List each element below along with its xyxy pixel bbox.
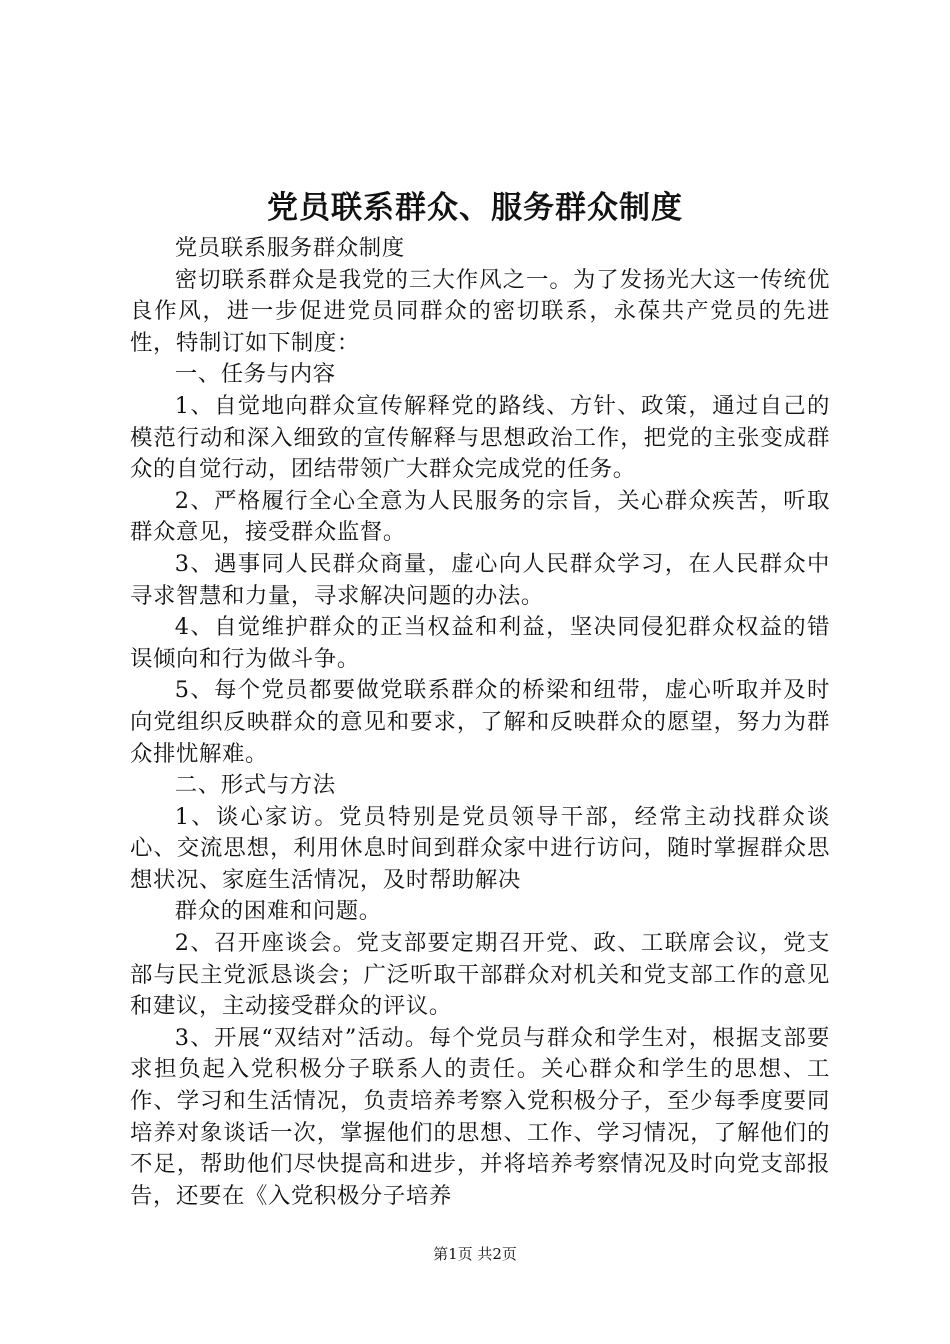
paragraph-task-1: 1、自觉地向群众宣传解释党的路线、方针、政策，通过自己的模范行动和深入细致的宣传解释与思想政治工作，把党的主张变成群众的自觉行动，团结带领广大群众完成党的任务。 (130, 392, 830, 483)
paragraph-subtitle: 党员联系服务群众制度 (174, 235, 405, 261)
paragraph-method-1-cont: 群众的困难和问题。 (174, 898, 382, 925)
paragraph-task-3: 3、遇事同人民群众商量，虚心向人民群众学习，在人民群众中寻求智慧和力量，寻求解决问题的办法。 (130, 550, 830, 609)
document-body (130, 233, 830, 1212)
document-title: 党员联系群众、服务群众制度 (267, 190, 683, 226)
paragraph-method-3: 3、开展“双结对”活动。每个党员与群众和学生对，根据支部要求担负起入党积极分子联系人的责任。关心群众和学生的思想、工作、学习和生活情况，负责培养考察入党积极分子，至少每季度要同培养对象谈话一次，掌握他们的思想、工作、学习情况，了解他们的不足，帮助他们尽快提高和进步，并将培养考察情况及时向党支部报告，还要在《入党积极分子培养 (130, 1024, 830, 1209)
paragraph-task-4: 4、自觉维护群众的正当权益和利益，坚决同侵犯群众权益的错误倾向和行为做斗争。 (130, 614, 830, 672)
paragraph-intro: 密切联系群众是我党的三大作风之一。为了发扬光大这一传统优良作风，进一步促进党员同群众的密切联系，永葆共产党员的先进性，特制订如下制度： (130, 266, 830, 356)
paragraph-method-2: 2、召开座谈会。党支部要定期召开党、政、工联席会议，党支部与民主党派恳谈会；广泛听取干部群众对机关和党支部工作的意见和建议，主动接受群众的评议。 (130, 930, 830, 1020)
paragraph-task-5: 5、每个党员都要做党联系群众的桥梁和纽带，虚心听取并及时向党组织反映群众的意见和要求，了解和反映群众的愿望，努力为群众排忧解难。 (130, 677, 830, 767)
page-footer: 第1页 共2页 (433, 1245, 517, 1263)
paragraph-task-2: 2、严格履行全心全意为人民服务的宗旨，关心群众疾苦，听取群众意见，接受群众监督。 (130, 487, 830, 546)
section-heading-methods: 二、形式与方法 (174, 772, 336, 799)
section-heading-tasks: 一、任务与内容 (174, 361, 336, 388)
paragraph-method-1: 1、谈心家访。党员特别是党员领导干部，经常主动找群众谈心、交流思想，利用休息时间到群众家中进行访问，随时掌握群众思想状况、家庭生活情况，及时帮助解决 (130, 803, 830, 893)
